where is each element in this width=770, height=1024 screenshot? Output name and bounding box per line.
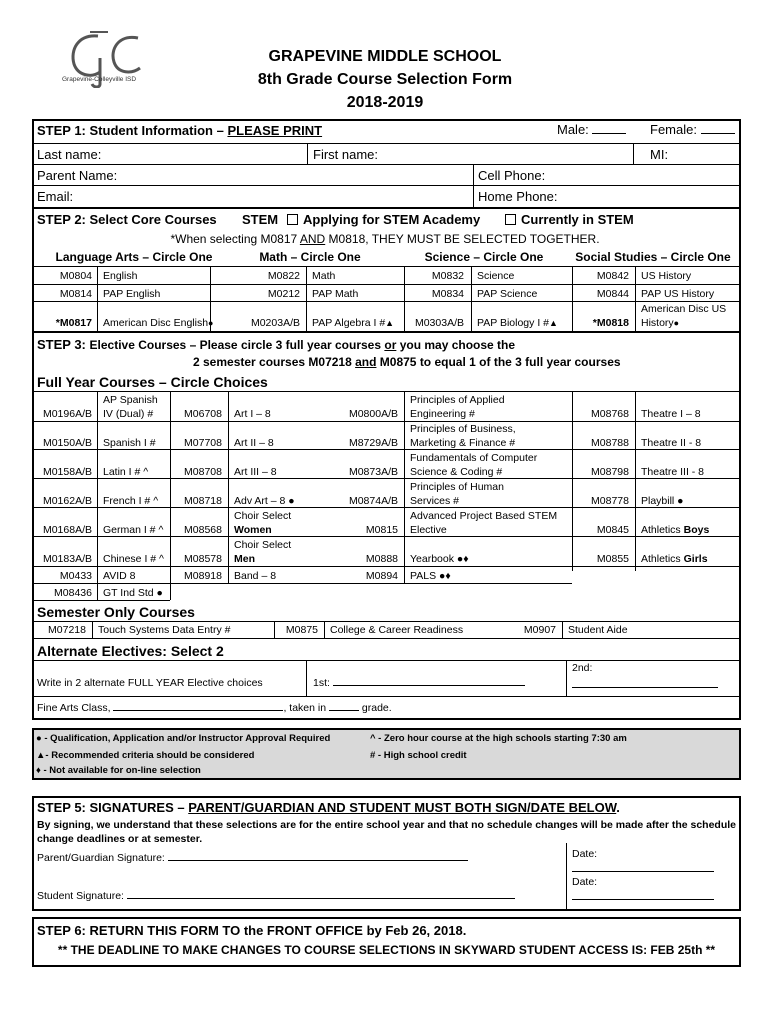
course-name[interactable]: English [103, 270, 138, 282]
male-field[interactable]: Male: [557, 122, 626, 137]
course-name[interactable]: College & Career Readiness [330, 624, 464, 636]
email-field[interactable]: Email: [37, 189, 74, 204]
cell-phone-field[interactable]: Cell Phone: [478, 168, 546, 183]
course-name[interactable]: American Disc US History● [641, 303, 727, 329]
course-code[interactable]: M08708 [184, 466, 222, 478]
step1-title: STEP 1: Student Information – PLEASE PRINT [37, 123, 323, 138]
course-code[interactable]: M0800A/B [348, 408, 398, 420]
course-code[interactable]: M0815 [365, 524, 398, 536]
alternate-2nd-field[interactable] [572, 687, 718, 688]
parent-name-field[interactable]: Parent Name: [37, 168, 118, 183]
course-code[interactable]: M0158A/B [42, 466, 92, 478]
course-code[interactable]: M07708 [184, 437, 222, 449]
course-name[interactable]: Athletics Boys [641, 524, 710, 536]
course-code[interactable]: M08768 [591, 408, 629, 420]
course-name[interactable]: Spanish I # [103, 437, 156, 449]
step6-return: STEP 6: RETURN THIS FORM TO the FRONT OFFICE by Feb 26, 2018. [37, 923, 467, 938]
course-name[interactable]: Latin I # ^ [103, 466, 149, 478]
legend-recommended: ▲- Recommended criteria should be considered [36, 750, 255, 761]
course-name[interactable]: Fundamentals of Computer Science & Coding # [410, 452, 538, 478]
course-name[interactable]: GT Ind Std ● [103, 587, 163, 599]
course-code[interactable]: M07218 [48, 624, 86, 636]
course-code[interactable]: M08798 [591, 466, 629, 478]
course-code[interactable]: M0196A/B [42, 408, 92, 420]
course-code[interactable]: M0873A/B [348, 466, 398, 478]
course-name[interactable]: PAP Science [477, 288, 538, 300]
course-name[interactable]: Theatre III - 8 [641, 466, 705, 478]
legend-approval: ● - Qualification, Application and/or Instructor Approval Required [36, 733, 331, 744]
course-name[interactable]: PALS ●♦ [410, 570, 451, 582]
course-code[interactable]: M0874A/B [348, 495, 398, 507]
col-math: Math – Circle One [259, 250, 361, 264]
alternate-2nd-label: 2nd: [572, 662, 593, 674]
alternate-instructions: Write in 2 alternate FULL YEAR Elective choices [37, 677, 263, 689]
course-code[interactable]: M0433 [59, 570, 92, 582]
course-name[interactable]: German I # ^ [103, 524, 164, 536]
course-name[interactable]: Student Aide [568, 624, 628, 636]
col-language-arts: Language Arts – Circle One [55, 250, 213, 264]
legend-online: ♦ - Not available for on-line selection [36, 765, 201, 776]
step5-agreement: By signing, we understand that these selections are for the entire school year and that no schedule changes will be made after the schedule change deadlines or at semester. [37, 819, 737, 845]
course-code[interactable]: M0162A/B [42, 495, 92, 507]
col-social-studies: Social Studies – Circle One [575, 250, 731, 264]
step3-subtitle: 2 semester courses M07218 and M0875 to equal 1 of the 3 full year courses [193, 355, 621, 369]
course-code[interactable]: M0888 [365, 553, 398, 565]
fine-arts-field[interactable]: Fine Arts Class, , taken in grade. [37, 702, 392, 714]
course-name[interactable]: Yearbook ●♦ [410, 553, 469, 565]
course-code[interactable]: *M0818 [592, 317, 629, 329]
course-name[interactable]: Art III – 8 [234, 466, 277, 478]
currently-stem-checkbox[interactable]: Currently in STEM [505, 212, 634, 227]
course-name[interactable]: Touch Systems Data Entry # [98, 624, 231, 636]
course-code[interactable]: M08578 [184, 553, 222, 565]
course-code[interactable]: M0907 [523, 624, 556, 636]
course-code[interactable]: M0844 [596, 288, 629, 300]
course-code[interactable]: M0168A/B [42, 524, 92, 536]
course-code[interactable]: M0832 [431, 270, 464, 282]
mi-field[interactable]: MI: [650, 147, 669, 162]
course-code[interactable]: M08568 [184, 524, 222, 536]
school-name: GRAPEVINE MIDDLE SCHOOL [268, 48, 502, 65]
course-name[interactable]: PAP Math [312, 288, 359, 300]
course-code[interactable]: M06708 [184, 408, 222, 420]
course-name[interactable]: Advanced Project Based STEM Elective [410, 510, 558, 536]
stem-label: STEM [242, 212, 279, 227]
col-science: Science – Circle One [424, 250, 544, 264]
course-code[interactable]: M8729A/B [348, 437, 398, 449]
course-name[interactable]: Math [312, 270, 336, 282]
course-code[interactable]: M0814 [59, 288, 92, 300]
course-code[interactable]: M0834 [431, 288, 464, 300]
course-code[interactable]: M08788 [591, 437, 629, 449]
student-date-field[interactable] [572, 899, 714, 900]
course-name[interactable]: Adv Art – 8 ● [234, 495, 295, 507]
course-name[interactable]: Art I – 8 [234, 408, 271, 420]
school-year: 2018-2019 [346, 94, 424, 111]
form-title: 8th Grade Course Selection Form [257, 71, 513, 88]
course-code[interactable]: M0845 [596, 524, 629, 536]
course-name[interactable]: PAP Biology I #▲ [477, 317, 558, 329]
course-code[interactable]: M0875 [285, 624, 318, 636]
course-name[interactable]: Chinese I # ^ [103, 553, 164, 565]
course-code[interactable]: M0203A/B [250, 317, 300, 329]
course-code[interactable]: M0804 [59, 270, 92, 282]
alternate-1st-field[interactable]: 1st: [313, 677, 525, 689]
step5-title: STEP 5: SIGNATURES – PARENT/GUARDIAN AND STUDENT MUST BOTH SIGN/DATE BELOW. [37, 800, 620, 815]
course-code[interactable]: M0894 [365, 570, 398, 582]
parent-date-field[interactable] [572, 871, 714, 872]
course-name[interactable]: PAP US History [641, 288, 715, 300]
student-signature-field[interactable]: Student Signature: [37, 890, 515, 902]
course-name[interactable]: Principles of Human Services # [410, 481, 504, 507]
course-name[interactable]: Band – 8 [234, 570, 277, 582]
step2-title: STEP 2: Select Core Courses [37, 212, 217, 227]
first-name-field[interactable]: First name: [313, 147, 379, 162]
checkbox-icon [287, 214, 298, 225]
last-name-field[interactable]: Last name: [37, 147, 102, 162]
course-name[interactable]: Choir Select Men [234, 539, 292, 565]
stem-note: *When selecting M0817 AND M0818, THEY MUST BE SELECTED TOGETHER. [170, 232, 600, 246]
course-name[interactable]: Choir Select Women [234, 510, 292, 536]
legend-hs-credit: # - High school credit [370, 750, 467, 761]
course-name[interactable]: AVID 8 [103, 570, 136, 582]
student-date-label: Date: [572, 876, 598, 888]
course-code[interactable]: M08718 [184, 495, 222, 507]
course-code[interactable]: *M0817 [55, 317, 92, 329]
parent-date-label: Date: [572, 848, 598, 860]
course-name[interactable]: Principles of Business, Marketing & Finance # [410, 423, 516, 449]
step3-title: STEP 3: Elective Courses – Please circle 3 full year courses or you may choose the [37, 337, 516, 352]
course-code[interactable]: M08436 [54, 587, 92, 599]
course-name[interactable]: French I # ^ [103, 495, 159, 507]
full-year-heading: Full Year Courses – Circle Choices [37, 374, 268, 390]
semester-heading: Semester Only Courses [37, 604, 195, 620]
course-name[interactable]: PAP English [103, 288, 161, 300]
course-name[interactable]: PAP Algebra I #▲ [312, 317, 395, 329]
logo-district-name: Grapevine-Colleyville ISD [62, 76, 137, 83]
course-code[interactable]: M0822 [267, 270, 300, 282]
course-name[interactable]: Athletics Girls [641, 553, 708, 565]
home-phone-field[interactable]: Home Phone: [478, 189, 558, 204]
course-name[interactable]: Theatre I – 8 [641, 408, 701, 420]
step1-print-note: PLEASE PRINT [227, 123, 323, 138]
course-name[interactable]: Art II – 8 [234, 437, 274, 449]
course-code[interactable]: M0150A/B [42, 437, 92, 449]
course-name[interactable]: American Disc English● [103, 317, 214, 329]
course-code[interactable]: M0842 [596, 270, 629, 282]
female-field[interactable]: Female: [650, 122, 735, 137]
parent-signature-field[interactable]: Parent/Guardian Signature: [37, 852, 468, 864]
step6-deadline: ** THE DEADLINE TO MAKE CHANGES TO COURSE SELECTIONS IN SKYWARD STUDENT ACCESS IS: FEB 25th ** [57, 943, 716, 957]
course-name[interactable]: US History [641, 270, 692, 282]
course-name[interactable]: Principles of Applied Engineering # [410, 394, 505, 420]
alternate-heading: Alternate Electives: Select 2 [37, 643, 224, 659]
applying-stem-checkbox[interactable]: Applying for STEM Academy [287, 212, 480, 227]
course-name[interactable]: AP Spanish IV (Dual) # [103, 394, 158, 420]
course-code[interactable]: M0183A/B [42, 553, 92, 565]
course-name[interactable]: Theatre II - 8 [641, 437, 702, 449]
course-name[interactable]: Science [477, 270, 515, 282]
course-code[interactable]: M08778 [591, 495, 629, 507]
legend-zero-hour: ^ - Zero hour course at the high schools starting 7:30 am [370, 733, 627, 744]
course-name[interactable]: Playbill ● [641, 495, 684, 507]
course-code[interactable]: M0855 [596, 553, 629, 565]
checkbox-icon [505, 214, 516, 225]
course-code[interactable]: M08918 [184, 570, 222, 582]
course-code[interactable]: M0212 [267, 288, 300, 300]
course-code[interactable]: M0303A/B [414, 317, 464, 329]
